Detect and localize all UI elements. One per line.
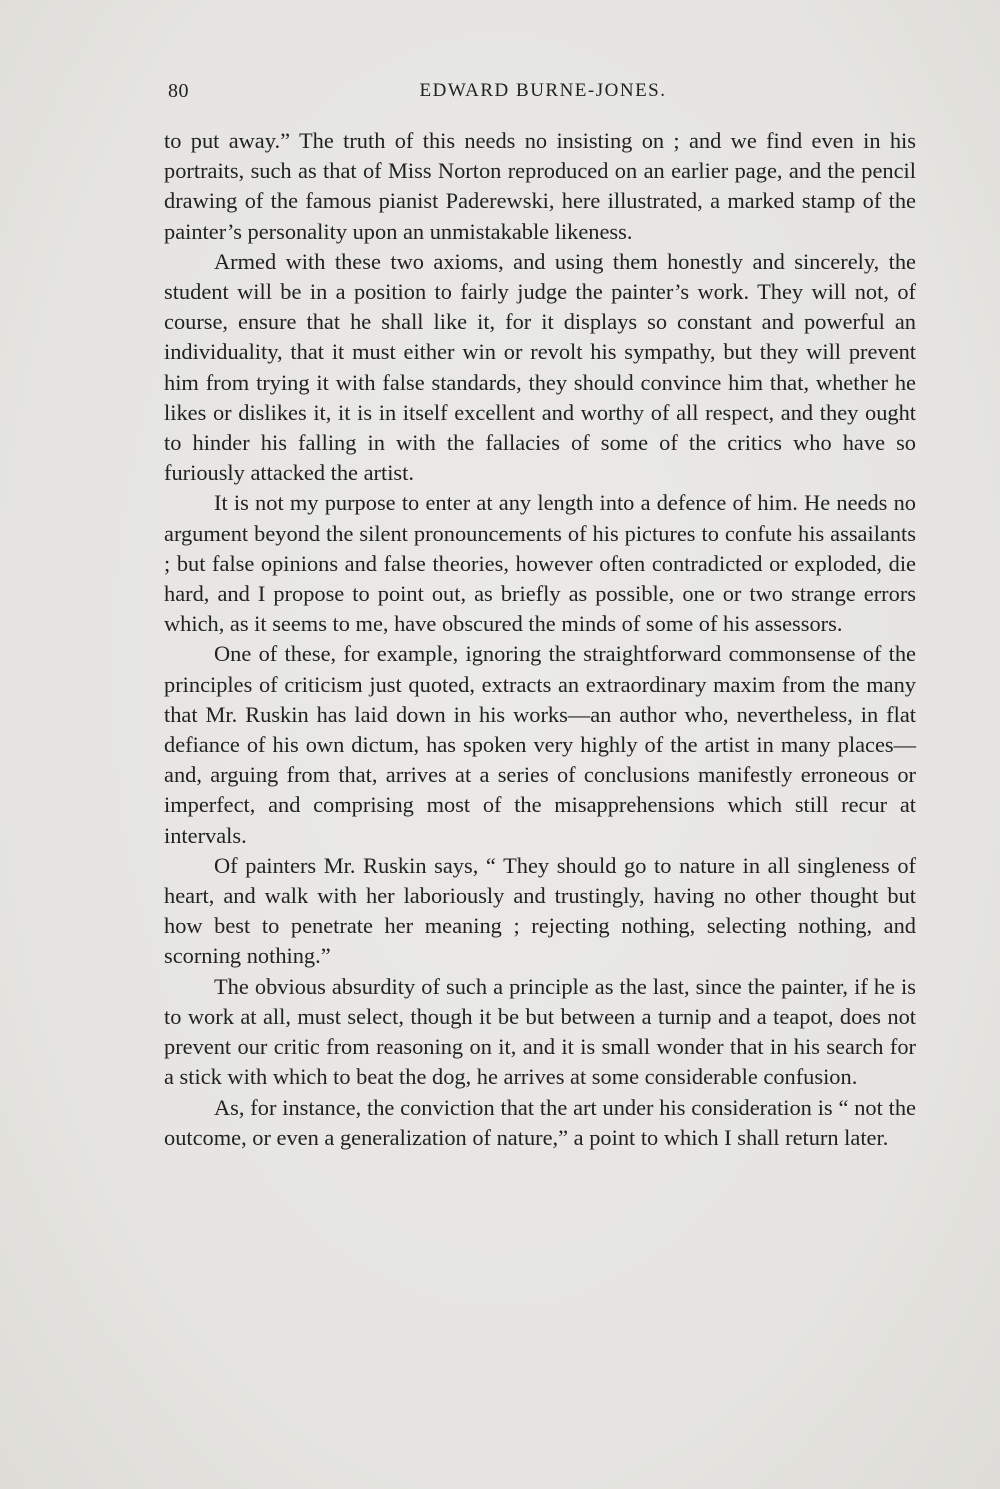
running-title: EDWARD BURNE-JONES. — [419, 80, 667, 101]
body-text — [164, 126, 916, 1153]
paragraph: As, for instance, the conviction that the art under his consideration is “ not the outcome, or even a generalization of nature,” a point to which I shall return later. — [164, 1094, 916, 1150]
paragraph: One of these, for example, ignoring the straightforward commonsense of the principles of criticism just quoted, extracts an extraordinary maxim from the many that Mr. Ruskin has laid down in his works—an author who, nevertheless, in flat defiance of his own dictum, has spoken very highly of the artist in many places—and, arguing from that, arrives at a series of conclusions manifestly erroneous or imperfect, and comprising most of the misapprehensions which still recur at intervals. — [164, 641, 916, 848]
paragraph: Of painters Mr. Ruskin says, “ They should go to nature in all singleness of heart, and walk with her laboriously and trustingly, having no other thought but how best to penetrate her meaning ; rejecting nothing, selecting nothing, and scorning nothing.” — [164, 852, 916, 969]
paragraph-continuation: to put away.” The truth of this needs no insisting on ; and we find even in his portraits, such as that of Miss Norton reproduced on an earlier page, and the pencil drawing of the famous pianist Paderewski, here illustrated, a marked stamp of the painter’s personality upon an unmistakable likeness. — [164, 128, 916, 244]
paragraph: Armed with these two axioms, and using them honestly and sincerely, the student will be in a position to fairly judge the painter’s work. They will not, of course, ensure that he shall like it, for it displays so constant and powerful an individuality, that it must either win or revolt his sympathy, but they will prevent him from trying it with false standards, they should convince him that, whether he likes or dislikes it, it is in itself excellent and worthy of all respect, and they ought to hinder his falling in with the fallacies of some of the critics who have so furiously attacked the artist. — [164, 248, 916, 486]
running-head — [168, 80, 918, 110]
paragraph: It is not my purpose to enter at any length into a defence of him. He needs no argument beyond the silent pronouncements of his pictures to confute his assailants ; but false opinions and false theories, however often contradicted or exploded, die hard, and I propose to point out, as briefly as possible, one or two strange errors which, as it seems to me, have obscured the minds of some of his assessors. — [164, 490, 916, 637]
paragraph: The obvious absurdity of such a principle as the last, since the painter, if he is to work at all, must select, though it be but between a turnip and a teapot, does not prevent our critic from reasoning on it, and it is small wonder that in his search for a stick with which to beat the dog, he arrives at some considerable confusion. — [164, 973, 916, 1090]
page-number: 80 — [168, 80, 189, 102]
